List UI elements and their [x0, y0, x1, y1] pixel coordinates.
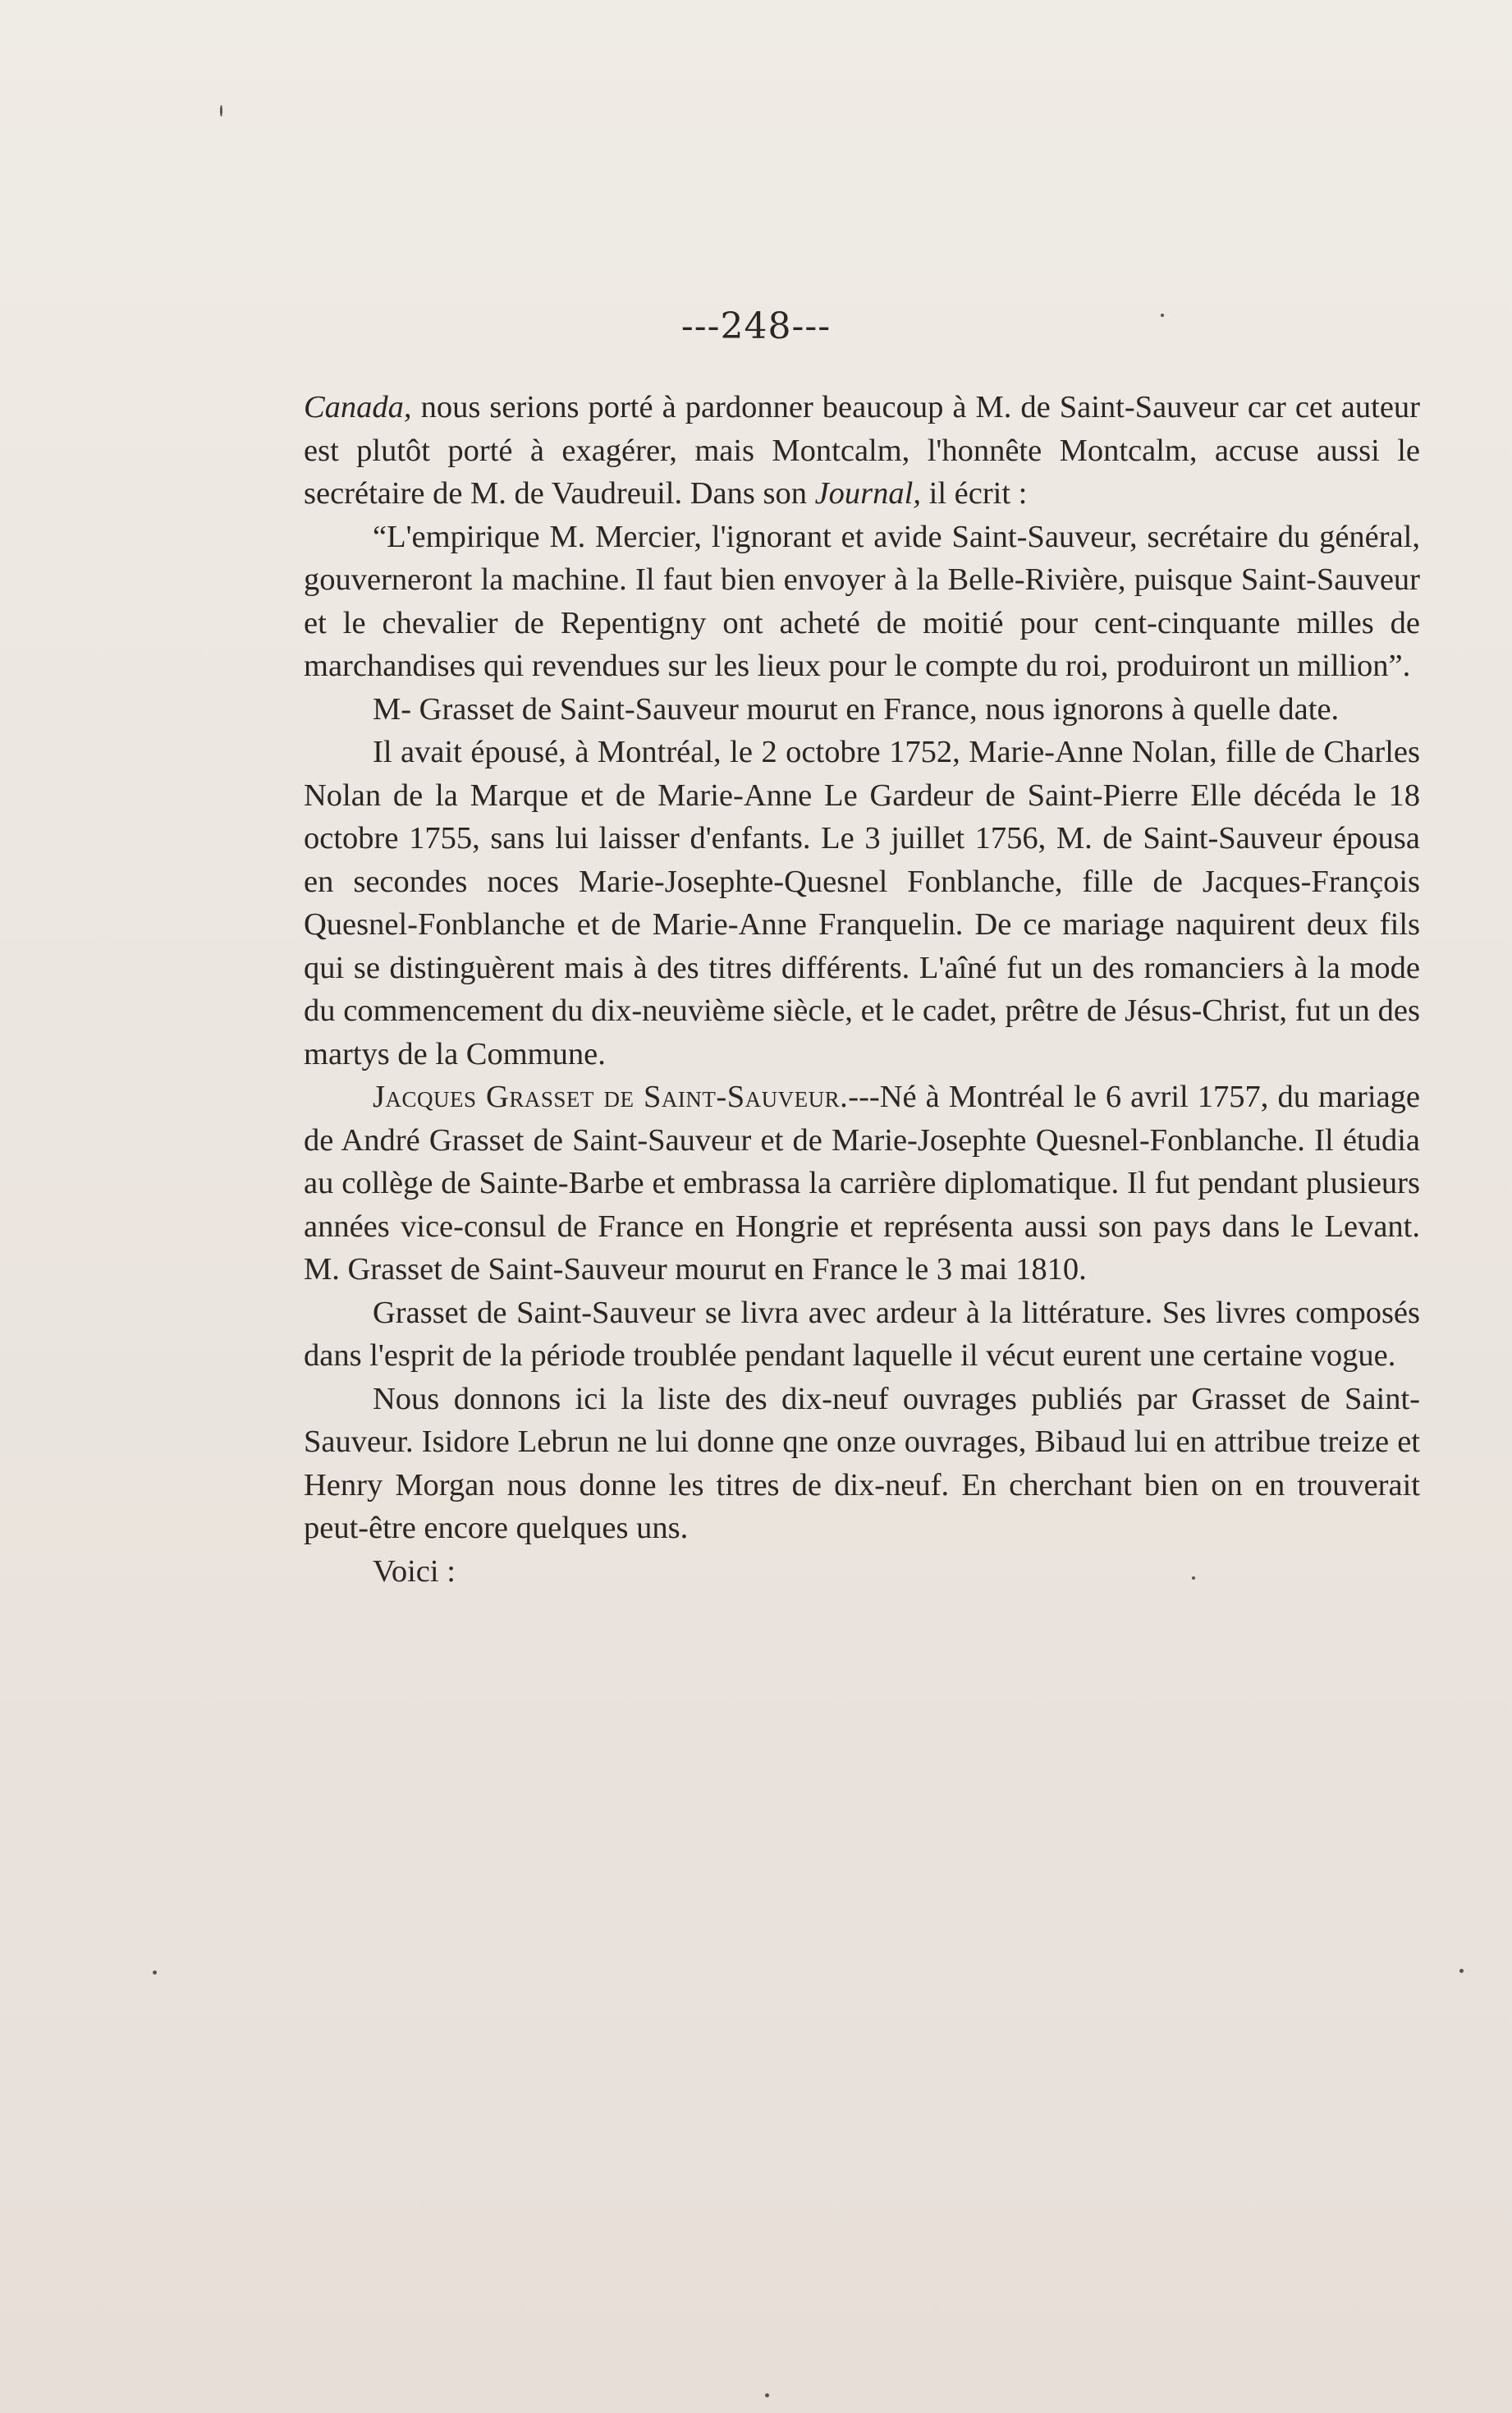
paper-speck	[1161, 314, 1164, 317]
italic-journal: Journal,	[814, 476, 921, 511]
entry-heading: Jacques Grasset de Saint-Sauveur.	[373, 1080, 849, 1114]
paragraph-8: Voici :	[373, 1553, 456, 1589]
paragraph-2-quote: “L'empirique M. Mercier, l'ignorant et avide Saint-Sauveur, secrétaire du général, gouverneront la machine. Il faut bien envoyer à la Belle-Rivière, puisque Saint-Sauveur et le chevalier de Repentigny ont acheté de moitié pour cent-cinquante milles de marchandises qui revendues sur les lieux pour le compte du roi, produiront un million”.	[304, 519, 1420, 683]
paper-speck	[1459, 1969, 1464, 1973]
paragraph-1-text-b: il écrit :	[921, 476, 1028, 511]
body-text	[304, 386, 1420, 1593]
paragraph-5	[304, 1076, 1420, 1291]
paragraph-6: Grasset de Saint-Sauveur se livra avec ardeur à la littérature. Ses livres composés dans l'esprit de la période troublée pendant laquelle il vécut eurent une certaine vogue.	[304, 1295, 1420, 1373]
paragraph-1-text-a: nous serions porté à pardonner beaucoup à M. de Saint-Sauveur car cet auteur est plutôt porté à exagérer, mais Montcalm, l'honnête Montcalm, accuse aussi le secrétaire de M. de Vaudreuil. Dans son	[304, 390, 1420, 511]
paragraph-4: Il avait épousé, à Montréal, le 2 octobre 1752, Marie-Anne Nolan, fille de Charles Nolan de la Marque et de Marie-Anne Le Gardeur de Saint-Pierre Elle décéda le 18 octobre 1755, sans lui laisser d'enfants. Le 3 juillet 1756, M. de Saint-Sauveur épousa en secondes noces Marie-Josephte-Quesnel Fonblanche, fille de Jacques-François Quesnel-Fonblanche et de Marie-Anne Franquelin. De ce mariage naquirent deux fils qui se distinguèrent mais à des titres différents. L'aîné fut un des romanciers à la mode du commencement du dix-neuvième siècle, et le cadet, prêtre de Jésus-Christ, fut un des martys de la Commune.	[304, 735, 1420, 1071]
paragraph-5-text: ---Né à Montréal le 6 avril 1757, du mariage de André Grasset de Saint-Sauveur et de Marie-Josephte Quesnel-Fonblanche. Il étudia au collège de Sainte-Barbe et embrassa la carrière diplomatique. Il fut pendant plusieurs années vice-consul de France en Hongrie et représenta aussi son pays dans le Levant. M. Grasset de Saint-Sauveur mourut en France le 3 mai 1810.	[304, 1080, 1420, 1287]
paragraph-1	[304, 386, 1420, 516]
italic-canada: Canada,	[304, 390, 412, 424]
paragraph-7: Nous donnons ici la liste des dix-neuf ouvrages publiés par Grasset de Saint-Sauveur. Isidore Lebrun ne lui donne qne onze ouvrages, Bibaud lui en attribue treize et Henry Morgan nous donne les titres de dix-neuf. En cherchant bien on en trouverait peut-être encore quelques uns.	[304, 1381, 1420, 1545]
paper-speck	[765, 2393, 769, 2397]
paper-speck	[1192, 1576, 1195, 1580]
paragraph-3: M- Grasset de Saint-Sauveur mourut en France, nous ignorons à quelle date.	[373, 691, 1340, 727]
paper-speck	[153, 1970, 157, 1975]
page-number: ---248---	[680, 305, 832, 347]
paper-speck	[220, 105, 222, 117]
